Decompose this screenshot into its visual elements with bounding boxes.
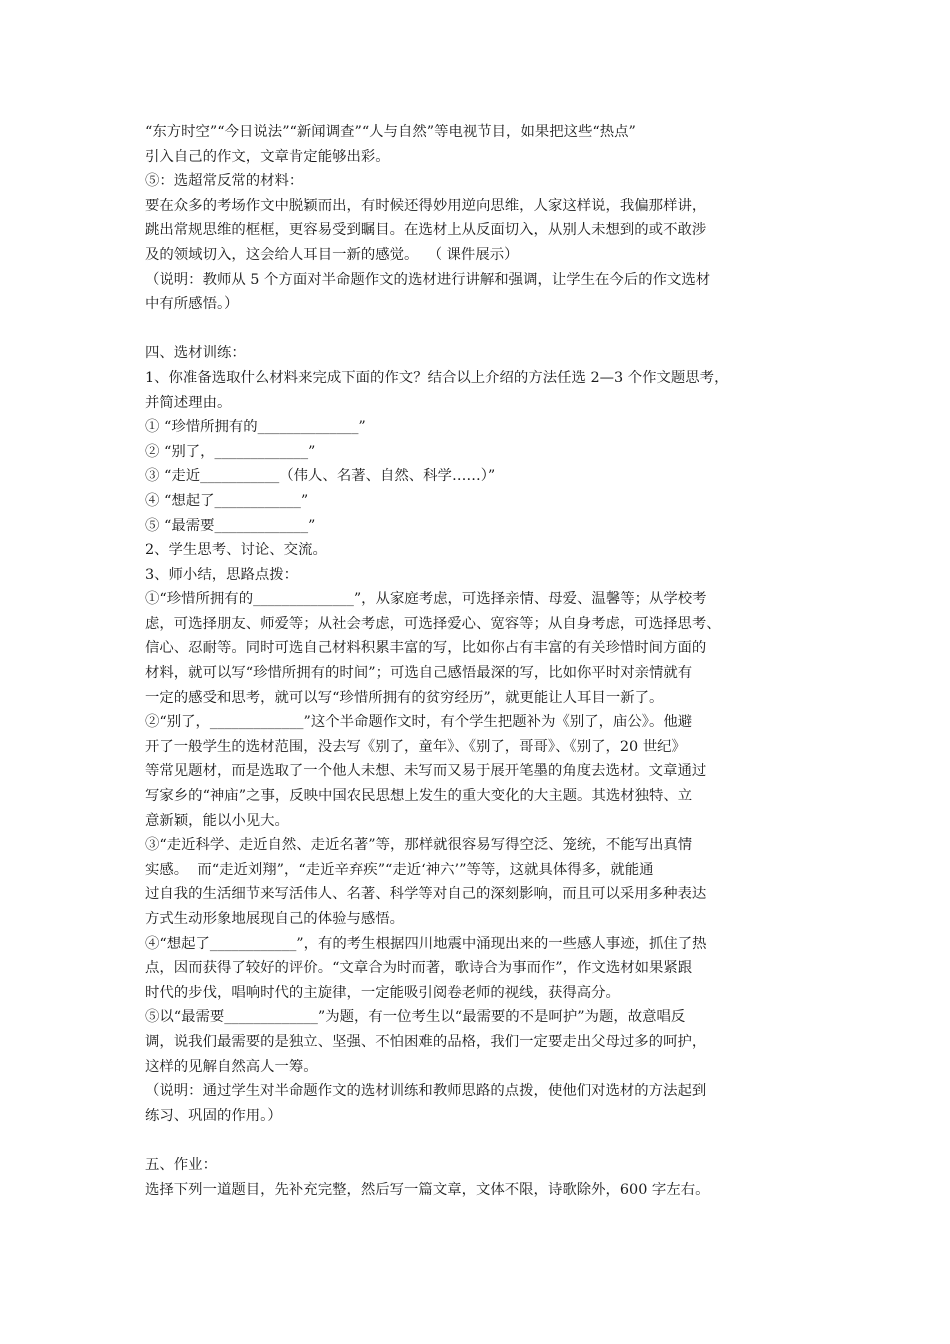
text-line: 2、学生思考、讨论、交流。 xyxy=(145,542,327,559)
text-line: 并简述理由。 xyxy=(145,394,232,411)
text-line: 五、作业： xyxy=(145,1156,217,1173)
text-line: 意新颖，能以小见大。 xyxy=(145,812,289,829)
text-line: ②“别了，_____________”这个半命题作文时，有个学生把题补为《别了，庙公》。他避 xyxy=(145,714,693,731)
text-line: 实感。 而“走近刘翔”，“走近辛弃疾”“走近‘神六’”等等，这就具体得多，就能通 xyxy=(145,861,654,878)
text-line: ① “珍惜所拥有的______________” xyxy=(145,419,366,436)
text-line: ①“珍惜所拥有的______________”，从家庭考虑，可选择亲情、母爱、温馨等；从学校考 xyxy=(145,591,707,608)
blank-line xyxy=(145,1128,825,1153)
text-line: ④ “想起了____________” xyxy=(145,492,309,509)
text-line: ⑤：选超常反常的材料： xyxy=(145,173,304,190)
text-line: 选择下列一道题目，先补充完整，然后写一篇文章，文体不限，诗歌除外，600 字左右。 xyxy=(145,1181,710,1198)
text-line: ③“走近科学、走近自然、走近名著”等，那样就很容易写得空泛、笼统，不能写出真情 xyxy=(145,837,693,854)
text-line: 引入自己的作文，文章肯定能够出彩。 xyxy=(145,148,390,165)
text-line: 方式生动形象地展现自己的体验与感悟。 xyxy=(145,911,405,927)
text-line: 要在众多的考场作文中脱颖而出，有时候还得妙用逆向思维，人家这样说，我偏那样讲， xyxy=(145,197,707,214)
text-line: 点，因而获得了较好的评价。“文章合为时而著，歌诗合为事而作”，作文选材如果紧跟 xyxy=(145,960,693,977)
text-line: 练习、巩固的作用。） xyxy=(145,1107,282,1124)
text-line: 及的领域切入，这会给人耳目一新的感觉。 （ 课件展示） xyxy=(145,246,519,263)
text-line: 跳出常规思维的框框，更容易受到瞩目。在选材上从反面切入，从别人未想到的或不敢涉 xyxy=(145,222,707,239)
text-line: 过自我的生活细节来写活伟人、名著、科学等对自己的深刻影响，而且可以采用多种表达 xyxy=(145,886,707,903)
text-line: 3、师小结，思路点拨： xyxy=(145,566,299,583)
text-line: 开了一般学生的选材范围，没去写《别了，童年》、《别了，哥哥》、《别了，20 世纪》 xyxy=(145,738,686,755)
text-line: 1、你准备选取什么材料来完成下面的作文？结合以上介绍的方法任选 2—3 个作文题思考， xyxy=(145,369,729,386)
text-line: 信心、忍耐等。同时可选自己材料积累丰富的写，比如你占有丰富的有关珍惜时间方面的 xyxy=(145,640,707,657)
text-line: 等常见题材，而是选取了一个他人未想、未写而又易于展开笔墨的角度去选材。文章通过 xyxy=(145,763,707,780)
text-line: （说明：通过学生对半命题作文的选材训练和教师思路的点拨，使他们对选材的方法起到 xyxy=(145,1083,707,1100)
text-line: ⑤ “最需要_____________” xyxy=(145,517,316,534)
text-line: 时代的步伐，唱响时代的主旋律，一定能吸引阅卷老师的视线，获得高分。 xyxy=(145,984,620,1001)
text-line: 四、选材训练： xyxy=(145,345,246,362)
text-line: 材料，就可以写“珍惜所拥有的时间”；可选自己感悟最深的写，比如你平时对亲情就有 xyxy=(145,665,693,682)
text-line: 写家乡的“神庙”之事，反映中国农民思想上发生的重大变化的大主题。其选材独特、立 xyxy=(145,788,693,805)
text-line: 中有所感悟。） xyxy=(145,296,239,313)
text-line: 一定的感受和思考，就可以写“珍惜所拥有的贫穷经历”，就更能让人耳目一新了。 xyxy=(145,689,664,706)
text-line: （说明：教师从 5 个方面对半命题作文的选材进行讲解和强调，让学生在今后的作文选材 xyxy=(145,271,711,288)
text-line: 这样的见解自然高人一筹。 xyxy=(145,1058,318,1075)
text-line: 调，说我们最需要的是独立、坚强、不怕困难的品格，我们一定要走出父母过多的呵护， xyxy=(145,1033,707,1050)
text-line: 虑，可选择朋友、师爱等；从社会考虑，可选择爱心、宽容等；从自身考虑，可选择思考、 xyxy=(145,615,721,632)
blank-line xyxy=(145,317,825,342)
text-line: ③ “走近___________（伟人、名著、自然、科学……）” xyxy=(145,468,496,485)
text-line: ④“想起了____________”，有的考生根据四川地震中涌现出来的一些感人事迹，抓住了热 xyxy=(145,935,707,952)
document-body xyxy=(145,120,825,1202)
text-line: ② “别了，_____________” xyxy=(145,443,316,460)
text-line: “东方时空”“今日说法”“新闻调查”“人与自然”等电视节目，如果把这些“热点” xyxy=(145,124,636,140)
text-line: ⑤以“最需要_____________”为题，有一位考生以“最需要的不是呵护”为题，故意唱反 xyxy=(145,1009,686,1026)
